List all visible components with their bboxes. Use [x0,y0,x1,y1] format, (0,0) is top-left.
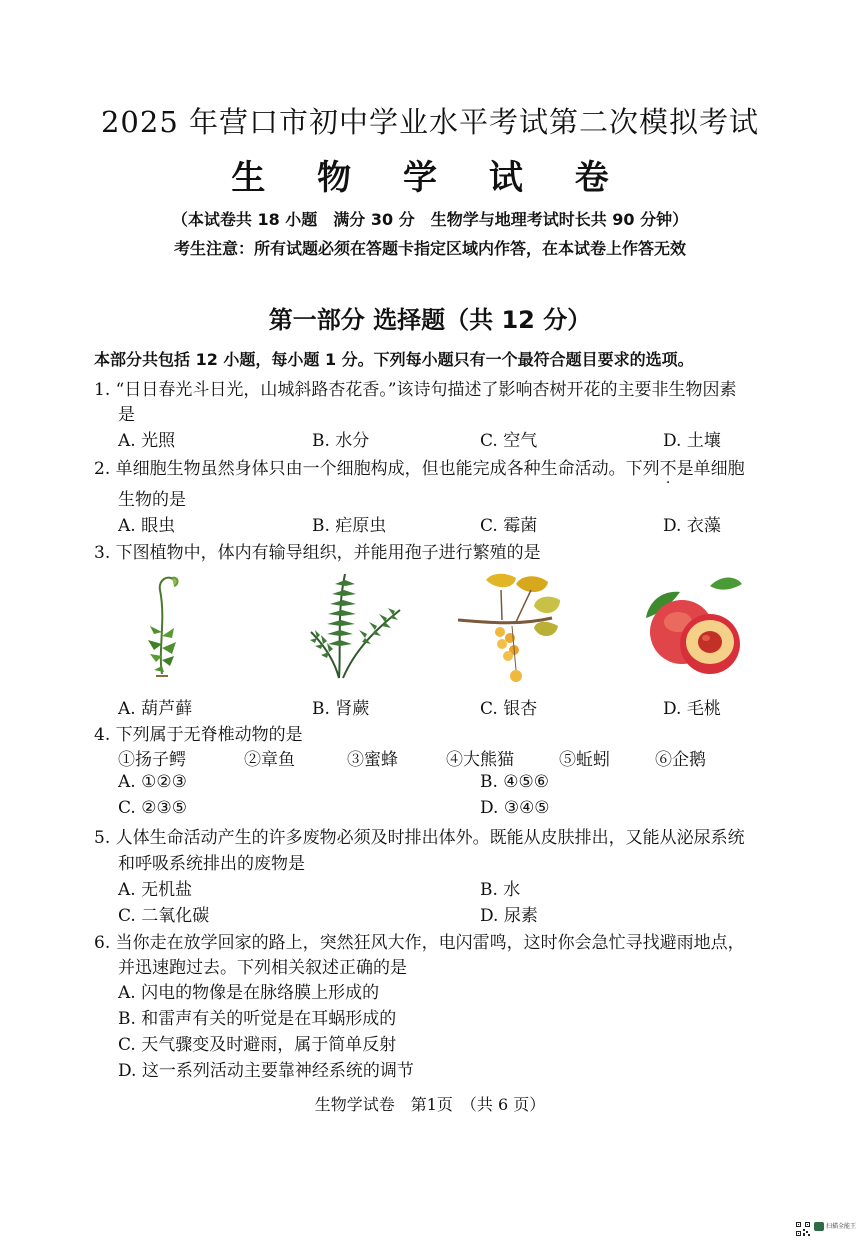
part1-intro: 本部分共包括 12 小题，每小题 1 分。下列每小题只有一个最符合题目要求的选项。 [94,350,694,369]
q4-option-b: B. ④⑤⑥ [480,772,550,792]
exam-title: 2025 年营口市初中学业水平考试第二次模拟考试 [100,105,760,139]
q4-item-4: ④大熊猫 [446,750,514,770]
q6-option-d: D. 这一系列活动主要靠神经系统的调节 [118,1061,414,1081]
q6-option-b: B. 和雷声有关的听觉是在耳蜗形成的 [118,1009,397,1029]
q2-emphasis: 不 [659,459,677,479]
ginkgo-icon [456,570,566,685]
part1-title: 第一部分 选择题（共 12 分） [268,306,592,334]
fern-icon [305,570,415,685]
q6-option-a: A. 闪电的物像是在脉络膜上形成的 [118,983,380,1003]
q1-stem: 1. “日日春光斗日光，山城斜路杏花香。”该诗句描述了影响杏树开花的主要非生物因素 [94,380,737,400]
scanner-logo-icon [814,1222,824,1231]
q5-option-b: B. 水 [480,880,521,900]
qr-code-icon [795,1221,811,1237]
q3-option-d: D. 毛桃 [663,699,721,719]
q5-stem-cont: 和呼吸系统排出的废物是 [118,854,305,874]
q3-option-c: C. 银杏 [480,699,538,719]
q2-stem [94,454,745,479]
q2-stem-cont: 生物的是 [118,490,186,510]
q5-option-c: C. 二氧化碳 [118,906,210,926]
exam-subtitle: 生 物 学 试 卷 [231,158,629,198]
q4-stem: 4. 下列属于无脊椎动物的是 [94,725,303,745]
q5-option-d: D. 尿素 [480,906,538,926]
q3-stem: 3. 下图植物中，体内有输导组织，并能用孢子进行繁殖的是 [94,543,541,563]
q4-item-5: ⑤蚯蚓 [559,750,610,770]
q5-stem: 5. 人体生命活动产生的许多废物必须及时排出体外。既能从皮肤排出，又能从泌尿系统 [94,828,745,848]
q3-option-a: A. 葫芦藓 [118,699,193,719]
q3-option-b: B. 肾蕨 [312,699,370,719]
scanner-watermark-text: 扫描全能王 [826,1223,857,1230]
q4-item-3: ③蜜蜂 [347,750,398,770]
q5-option-a: A. 无机盐 [118,880,193,900]
q4-option-a: A. ①②③ [118,772,187,792]
exam-notice: 考生注意：所有试题必须在答题卡指定区域内作答，在本试卷上作答无效 [173,239,686,258]
q2-stem-part1: 2. 单细胞生物虽然身体只由一个细胞构成，但也能完成各种生命活动。下列 [94,459,660,479]
q2-option-a: A. 眼虫 [118,516,176,536]
q2-stem-part2: 是单细胞 [676,459,745,479]
exam-info: （本试卷共 18 小题 满分 30 分 生物学与地理考试时长共 90 分钟） [171,210,689,229]
q2-option-d: D. 衣藻 [663,516,721,536]
q4-item-1: ①扬子鳄 [118,750,186,770]
q4-option-d: D. ③④⑤ [480,798,550,818]
q1-option-b: B. 水分 [312,431,370,451]
q1-option-c: C. 空气 [480,431,538,451]
q4-item-2: ②章鱼 [244,750,295,770]
moss-icon [118,570,228,685]
q6-stem-cont: 并迅速跑过去。下列相关叙述正确的是 [118,958,407,978]
q4-item-6: ⑥企鹅 [655,750,706,770]
q1-option-d: D. 土壤 [663,431,721,451]
q6-option-c: C. 天气骤变及时避雨，属于简单反射 [118,1035,397,1055]
q6-stem: 6. 当你走在放学回家的路上，突然狂风大作，电闪雷鸣，这时你会急忙寻找避雨地点， [94,933,745,953]
q1-stem-cont: 是 [118,405,135,425]
q1-option-a: A. 光照 [118,431,176,451]
page-footer: 生物学试卷 第1页 （共 6 页） [314,1095,546,1114]
q4-option-c: C. ②③⑤ [118,798,187,818]
q2-option-b: B. 疟原虫 [312,516,387,536]
peach-icon [640,570,750,685]
q2-option-c: C. 霉菌 [480,516,538,536]
